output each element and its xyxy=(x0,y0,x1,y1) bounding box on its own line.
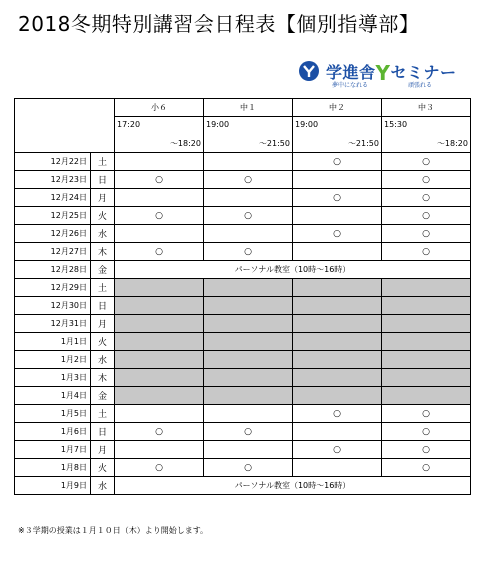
class-held-mark: ○ xyxy=(115,423,204,441)
table-row xyxy=(15,369,471,387)
empty-cell xyxy=(115,153,204,171)
table-row xyxy=(15,441,471,459)
weekday-cell: 月 xyxy=(91,315,115,333)
header-blank-cell xyxy=(15,99,115,153)
weekday-cell: 水 xyxy=(91,225,115,243)
closed-cell xyxy=(204,333,293,351)
table-row xyxy=(15,297,471,315)
date-cell: 1月4日 xyxy=(15,387,91,405)
closed-cell xyxy=(293,387,382,405)
closed-cell xyxy=(204,369,293,387)
table-row xyxy=(15,387,471,405)
table-row xyxy=(15,315,471,333)
empty-cell xyxy=(115,225,204,243)
empty-cell xyxy=(293,459,382,477)
closed-cell xyxy=(293,297,382,315)
date-cell: 12月25日 xyxy=(15,207,91,225)
closed-cell xyxy=(115,387,204,405)
table-row xyxy=(15,171,471,189)
weekday-cell: 金 xyxy=(91,261,115,279)
closed-cell xyxy=(204,279,293,297)
class-held-mark: ○ xyxy=(115,171,204,189)
empty-cell xyxy=(204,153,293,171)
date-cell: 1月5日 xyxy=(15,405,91,423)
class-held-mark: ○ xyxy=(204,171,293,189)
empty-cell xyxy=(115,189,204,207)
class-held-mark: ○ xyxy=(115,459,204,477)
closed-cell xyxy=(293,315,382,333)
time-cell xyxy=(204,117,293,153)
class-held-mark: ○ xyxy=(293,405,382,423)
empty-cell xyxy=(293,423,382,441)
grade-header: 小６ xyxy=(115,99,204,117)
weekday-cell: 金 xyxy=(91,387,115,405)
weekday-cell: 水 xyxy=(91,351,115,369)
empty-cell xyxy=(293,243,382,261)
date-cell: 1月2日 xyxy=(15,351,91,369)
class-held-mark: ○ xyxy=(382,207,471,225)
logo-tagline-1: 夢中になれる xyxy=(332,82,369,89)
schedule-table xyxy=(14,98,471,495)
table-row xyxy=(15,243,471,261)
class-held-mark: ○ xyxy=(382,189,471,207)
start-time: 17:20 xyxy=(117,120,141,129)
closed-cell xyxy=(293,351,382,369)
closed-cell xyxy=(115,279,204,297)
empty-cell xyxy=(204,189,293,207)
date-cell: 1月7日 xyxy=(15,441,91,459)
weekday-cell: 月 xyxy=(91,441,115,459)
closed-cell xyxy=(382,315,471,333)
class-held-mark: ○ xyxy=(204,243,293,261)
date-cell: 1月3日 xyxy=(15,369,91,387)
weekday-cell: 土 xyxy=(91,153,115,171)
closed-cell xyxy=(115,333,204,351)
table-row xyxy=(15,405,471,423)
table-row xyxy=(15,459,471,477)
date-cell: 1月9日 xyxy=(15,477,91,495)
closed-cell xyxy=(293,369,382,387)
table-row xyxy=(15,225,471,243)
closed-cell xyxy=(115,351,204,369)
closed-cell xyxy=(115,315,204,333)
footnote: ※３学期の授業は１月１０日（木）より開始します。 xyxy=(18,526,209,535)
date-cell: 12月28日 xyxy=(15,261,91,279)
weekday-cell: 土 xyxy=(91,279,115,297)
class-held-mark: ○ xyxy=(293,441,382,459)
page-title: 2018冬期特別講習会日程表【個別指導部】 xyxy=(18,12,420,36)
table-row xyxy=(15,261,471,279)
class-held-mark: ○ xyxy=(382,225,471,243)
date-cell: 12月30日 xyxy=(15,297,91,315)
class-held-mark: ○ xyxy=(204,459,293,477)
table-row xyxy=(15,279,471,297)
weekday-cell: 日 xyxy=(91,171,115,189)
closed-cell xyxy=(382,351,471,369)
empty-cell xyxy=(204,441,293,459)
grade-header: 中２ xyxy=(293,99,382,117)
empty-cell xyxy=(204,225,293,243)
table-row xyxy=(15,351,471,369)
table-row xyxy=(15,207,471,225)
weekday-cell: 日 xyxy=(91,423,115,441)
empty-cell xyxy=(293,171,382,189)
class-held-mark: ○ xyxy=(204,207,293,225)
weekday-cell: 水 xyxy=(91,477,115,495)
table-row xyxy=(15,477,471,495)
class-held-mark: ○ xyxy=(382,243,471,261)
class-held-mark: ○ xyxy=(115,207,204,225)
class-held-mark: ○ xyxy=(293,225,382,243)
date-cell: 12月31日 xyxy=(15,315,91,333)
date-cell: 12月26日 xyxy=(15,225,91,243)
personal-class-cell: パーソナル教室（10時～16時） xyxy=(115,477,471,495)
closed-cell xyxy=(382,387,471,405)
time-cell xyxy=(382,117,471,153)
end-time: ～18:20 xyxy=(436,139,468,148)
logo-name: 学進舎Yセミナー xyxy=(326,61,457,85)
closed-cell xyxy=(204,315,293,333)
table-row xyxy=(15,423,471,441)
closed-cell xyxy=(115,297,204,315)
start-time: 19:00 xyxy=(295,120,319,129)
closed-cell xyxy=(115,369,204,387)
closed-cell xyxy=(293,279,382,297)
date-cell: 12月23日 xyxy=(15,171,91,189)
closed-cell xyxy=(204,387,293,405)
empty-cell xyxy=(115,441,204,459)
closed-cell xyxy=(204,297,293,315)
weekday-cell: 火 xyxy=(91,459,115,477)
date-cell: 12月22日 xyxy=(15,153,91,171)
empty-cell xyxy=(293,207,382,225)
date-cell: 12月24日 xyxy=(15,189,91,207)
class-held-mark: ○ xyxy=(382,423,471,441)
end-time: ～21:50 xyxy=(347,139,379,148)
class-held-mark: ○ xyxy=(382,441,471,459)
school-logo xyxy=(298,58,470,92)
weekday-cell: 火 xyxy=(91,333,115,351)
class-held-mark: ○ xyxy=(293,189,382,207)
closed-cell xyxy=(204,351,293,369)
table-row xyxy=(15,189,471,207)
weekday-cell: 木 xyxy=(91,369,115,387)
class-held-mark: ○ xyxy=(382,405,471,423)
header-row-grades xyxy=(15,99,471,117)
empty-cell xyxy=(115,405,204,423)
time-cell xyxy=(115,117,204,153)
date-cell: 12月29日 xyxy=(15,279,91,297)
date-cell: 12月27日 xyxy=(15,243,91,261)
table-row xyxy=(15,333,471,351)
weekday-cell: 日 xyxy=(91,297,115,315)
grade-header: 中３ xyxy=(382,99,471,117)
logo-mark-icon xyxy=(298,60,320,82)
closed-cell xyxy=(382,279,471,297)
start-time: 19:00 xyxy=(206,120,230,129)
class-held-mark: ○ xyxy=(382,459,471,477)
closed-cell xyxy=(382,297,471,315)
class-held-mark: ○ xyxy=(115,243,204,261)
class-held-mark: ○ xyxy=(382,171,471,189)
closed-cell xyxy=(293,333,382,351)
end-time: ～21:50 xyxy=(258,139,290,148)
table-row xyxy=(15,153,471,171)
weekday-cell: 月 xyxy=(91,189,115,207)
end-time: ～18:20 xyxy=(169,139,201,148)
class-held-mark: ○ xyxy=(293,153,382,171)
weekday-cell: 土 xyxy=(91,405,115,423)
date-cell: 1月8日 xyxy=(15,459,91,477)
weekday-cell: 火 xyxy=(91,207,115,225)
start-time: 15:30 xyxy=(384,120,408,129)
grade-header: 中１ xyxy=(204,99,293,117)
class-held-mark: ○ xyxy=(382,153,471,171)
weekday-cell: 木 xyxy=(91,243,115,261)
class-held-mark: ○ xyxy=(204,423,293,441)
closed-cell xyxy=(382,333,471,351)
date-cell: 1月6日 xyxy=(15,423,91,441)
logo-tagline-2: 頑張れる xyxy=(408,82,433,89)
time-cell xyxy=(293,117,382,153)
personal-class-cell: パーソナル教室（10時～16時） xyxy=(115,261,471,279)
date-cell: 1月1日 xyxy=(15,333,91,351)
empty-cell xyxy=(204,405,293,423)
closed-cell xyxy=(382,369,471,387)
